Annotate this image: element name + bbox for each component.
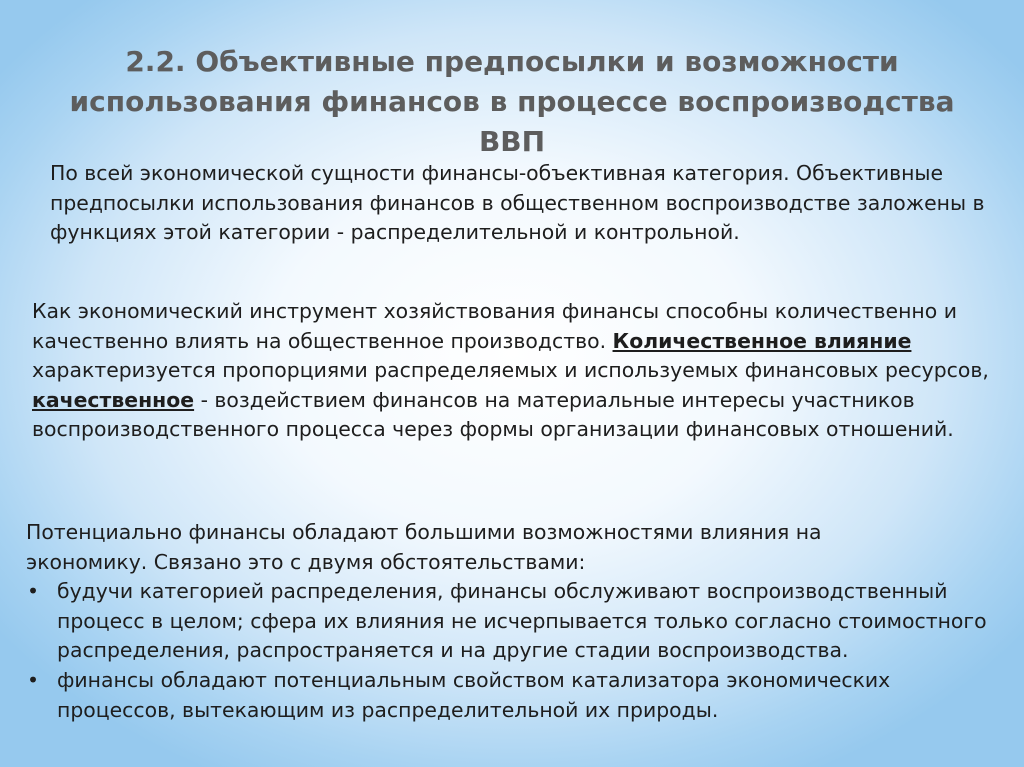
list-item	[26, 577, 1001, 666]
paragraph-economic-instrument	[26, 297, 1007, 445]
paragraph-economic-instrument-intro: Как экономический инструмент хозяйствования финансы способны количественно и качественно влиять на общественное производство.	[32, 299, 957, 353]
bullet-icon: •	[27, 667, 40, 692]
quantitative-influence-description: характеризуется пропорциями распределяемых и используемых финансовых ресурсов,	[32, 358, 989, 383]
paragraph-potential-influence	[26, 518, 1001, 725]
list-item-text: финансы обладают потенциальным свойством катализатора экономических процессов, вытекающим из распределительной их природы.	[57, 667, 891, 722]
bullet-icon: •	[27, 579, 40, 604]
qualitative-influence-description: - воздействием финансов на материальные интересы участников воспроизводственного процесса через формы организации финансовых отношений.	[32, 387, 954, 442]
slide-title	[40, 42, 984, 162]
list-item-text: будучи категорией распределения, финансы обслуживают воспроизводственный процесс в целом; сфера их влияния не исчерпывается только согласно стоимостного распределения, распространяется и на другие стадии воспроизводства.	[57, 579, 987, 663]
paragraph-potential-line-1: Потенциально финансы обладают большими возможностями влияния на	[26, 520, 822, 544]
term-qualitative-influence: качественное	[32, 387, 195, 412]
list-item	[26, 666, 1001, 725]
paragraph-potential-line-2: экономику. Связано это с двумя обстоятельствами:	[26, 549, 586, 574]
circumstances-list	[26, 577, 1001, 725]
paragraph-objective-prerequisites: По всей экономической сущности финансы-объективная категория. Объективные предпосылки использования финансов в общественном воспроизводстве заложены в функциях этой категории - распределительной и контрольной.	[50, 161, 985, 245]
term-quantitative-influence: Количественное влияние	[612, 328, 912, 353]
slide-title-line-2: использования финансов в процессе воспроизводства ВВП	[69, 85, 955, 158]
slide-title-line-1: 2.2. Объективные предпосылки и возможности	[125, 45, 899, 78]
